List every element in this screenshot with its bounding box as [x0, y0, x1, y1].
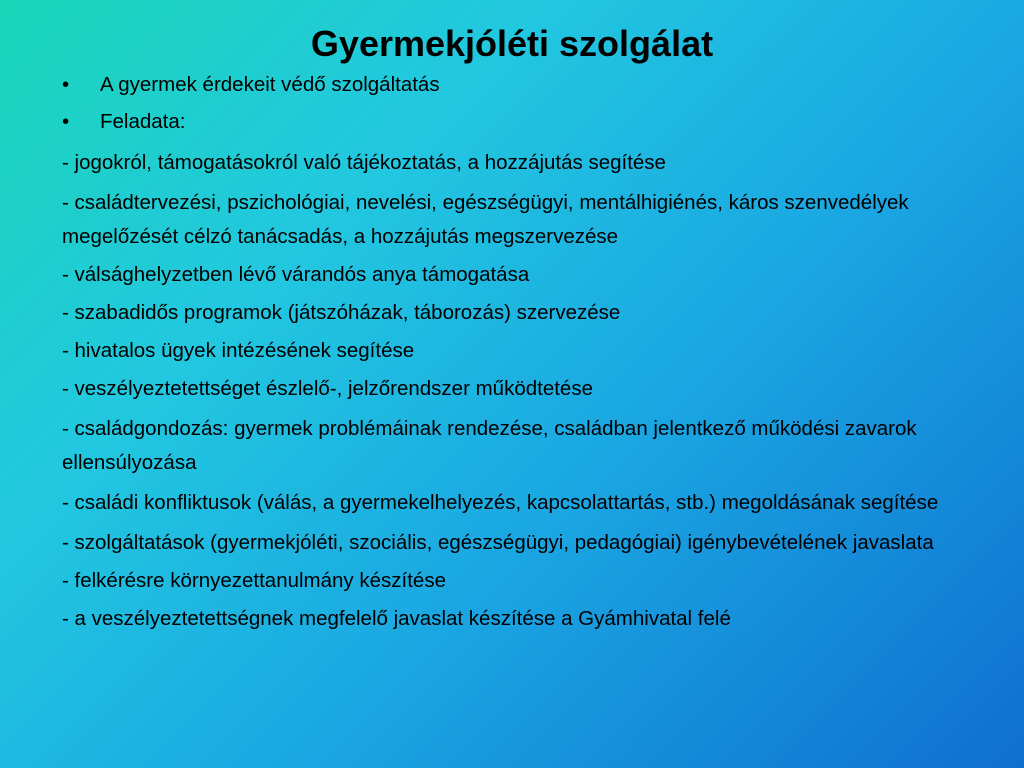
task-paragraph: - veszélyeztetettséget észlelő-, jelzőrendszer működtetése	[62, 377, 593, 400]
bullet-dot-icon: •	[62, 73, 70, 96]
task-paragraph: - a veszélyeztetettségnek megfelelő javaslat készítése a Gyámhivatal felé	[62, 607, 731, 630]
task-paragraph: - családgondozás: gyermek problémáinak rendezése, családban jelentkező működési zavarok ellensúlyozása	[62, 417, 917, 474]
task-paragraph: - családtervezési, pszichológiai, nevelési, egészségügyi, mentálhigiénés, káros szenvedélyek megelőzését célzó tanácsadás, a hozzájutás megszervezése	[62, 191, 909, 248]
task-paragraph: - szabadidős programok (játszóházak, táborozás) szervezése	[62, 301, 621, 324]
bullet-text: A gyermek érdekeit védő szolgáltatás	[100, 73, 440, 96]
slide-title: Gyermekjóléti szolgálat	[310, 23, 714, 64]
task-paragraph: - jogokról, támogatásokról való tájékoztatás, a hozzájutás segítése	[62, 151, 666, 174]
task-paragraph: - hivatalos ügyek intézésének segítése	[62, 339, 415, 362]
task-paragraph: - válsághelyzetben lévő várandós anya támogatása	[62, 263, 530, 286]
bullet-text: Feladata:	[100, 110, 186, 133]
task-paragraph: - szolgáltatások (gyermekjóléti, szociális, egészségügyi, pedagógiai) igénybevételének javaslata	[62, 531, 934, 554]
slide-body	[62, 68, 962, 636]
bullet-item	[62, 105, 962, 142]
bullet-dot-icon: •	[62, 110, 70, 133]
task-paragraph: - családi konfliktusok (válás, a gyermekelhelyezés, kapcsolattartás, stb.) megoldásának segítése	[62, 491, 939, 514]
bullet-item	[62, 68, 962, 105]
task-paragraph: - felkérésre környezettanulmány készítése	[62, 569, 446, 592]
